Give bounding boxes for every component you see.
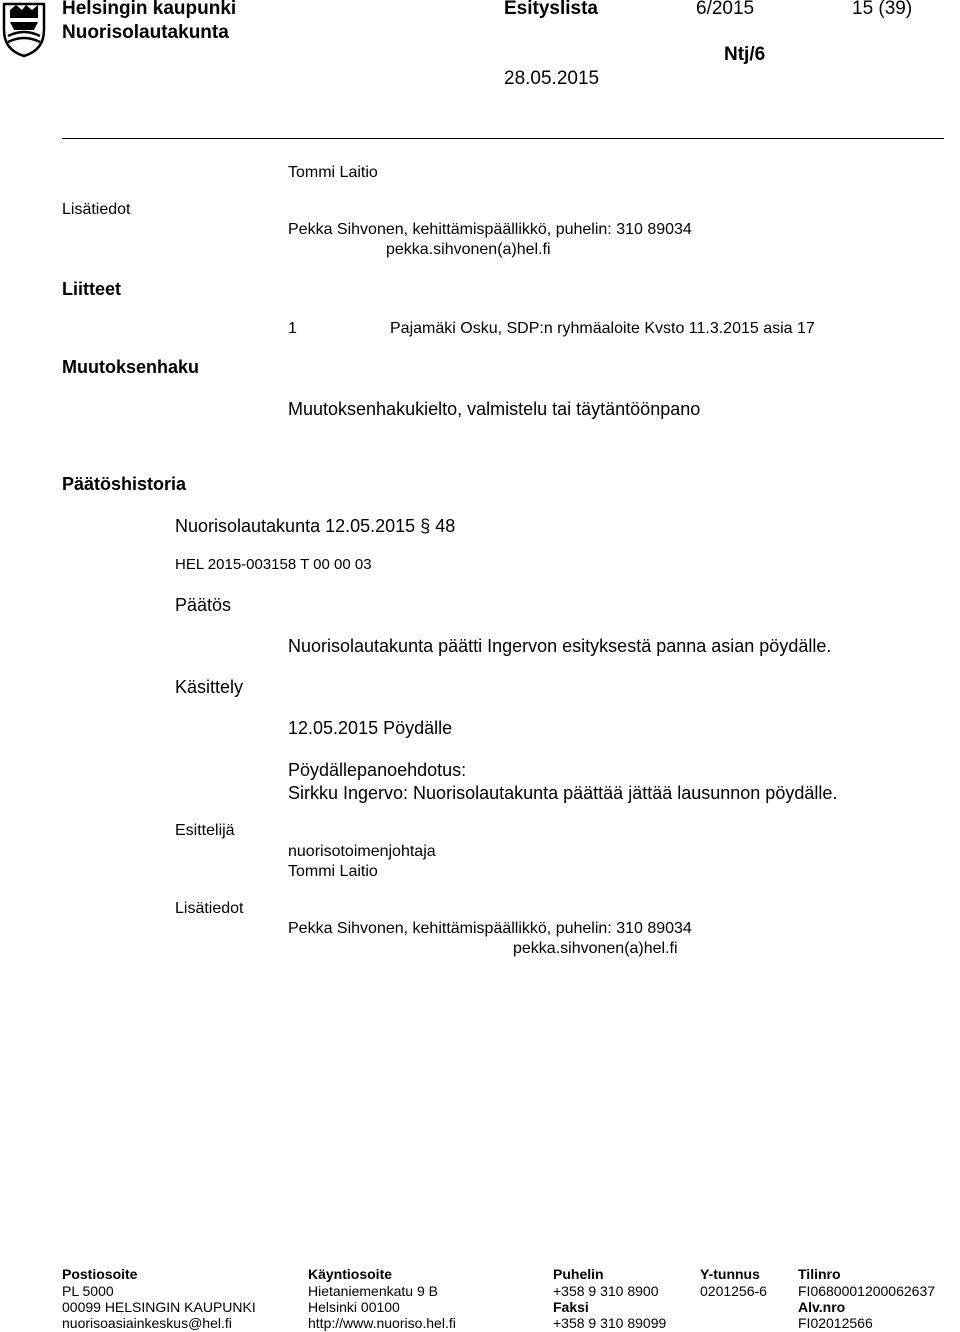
footer-vat: FI02012566 [798,1315,873,1331]
proposal-heading: Pöydällepanoehdotus: [288,760,467,780]
footer-vat-heading: Alv.nro [798,1299,846,1315]
footer-phone: +358 9 310 8900 [553,1283,659,1299]
appeal-text: Muutoksenhakukielto, valmistelu tai täytäntöönpano [288,399,701,419]
info-label: Lisätiedot [62,201,131,218]
footer-phone-heading: Puhelin [553,1266,604,1282]
history-label: Päätöshistoria [62,474,187,494]
footer-business-id: 0201256-6 [700,1283,767,1299]
history-meeting-text: Nuorisolautakunta 12.05.2015 [175,516,416,536]
decision-label: Päätös [175,595,232,615]
footer-postal-line-2: 00099 HELSINGIN KAUPUNKI [62,1299,256,1315]
footer-website[interactable]: http://www.nuoriso.hel.fi [308,1315,456,1331]
footer-visit-line-1: Hietaniemenkatu 9 B [308,1283,438,1299]
info-line-2: pekka.sihvonen(a)hel.fi [386,241,551,258]
doc-type: Esityslista [504,0,598,19]
attachment-link[interactable]: Pajamäki Osku, SDP:n ryhmäaloite Kvsto 11.3.2015 asia 17 [390,320,815,337]
meeting-date: 28.05.2015 [504,68,600,89]
history-presenter-name: Tommi Laitio [288,863,378,880]
footer-postal-line-1: PL 5000 [62,1283,114,1299]
footer-business-id-heading: Y-tunnus [700,1266,760,1282]
history-meeting [175,516,455,537]
handling-label: Käsittely [175,677,244,697]
info-line-1: Pekka Sihvonen, kehittämispäällikkö, puhelin: 310 89034 [288,221,692,238]
footer-visit-heading: Käyntiosoite [308,1266,393,1282]
org-name: Helsingin kaupunki [62,0,237,19]
section-number: 48 [435,516,456,536]
item-code: Ntj/6 [724,44,766,65]
decision-text: Nuorisolautakunta päätti Ingervon esityksestä panna asian pöydälle. [288,636,832,656]
section-sign: § [420,516,431,536]
body-name: Nuorisolautakunta [62,22,229,43]
page-number: 15 (39) [852,0,913,19]
presenter-title: nuorisotoimenjohtaja [288,843,436,860]
presenter-label: Esittelijä [175,822,235,839]
doc-number: 6/2015 [696,0,755,19]
history-info-line-2: pekka.sihvonen(a)hel.fi [513,940,678,957]
history-info-label: Lisätiedot [175,900,244,917]
proposal-text: Sirkku Ingervo: Nuorisolautakunta päättää jättää lausunnon pöydälle. [288,783,838,803]
footer-fax-heading: Faksi [553,1299,589,1315]
history-info-line-1: Pekka Sihvonen, kehittämispäällikkö, puhelin: 310 89034 [288,920,692,937]
footer-postal-heading: Postiosoite [62,1266,138,1282]
presenter-name: Tommi Laitio [288,164,378,181]
attachments-label: Liitteet [62,279,122,299]
footer-account-heading: Tilinro [798,1266,841,1282]
attachment-number: 1 [288,320,297,337]
helsinki-crest-logo [0,0,48,58]
footer-visit-line-2: Helsinki 00100 [308,1299,400,1315]
footer-fax: +358 9 310 89099 [553,1315,667,1331]
footer-account: FI0680001200062637 [798,1283,936,1299]
case-id: HEL 2015-003158 T 00 00 03 [175,556,372,573]
handling-date: 12.05.2015 Pöydälle [288,718,453,738]
appeal-label: Muutoksenhaku [62,357,200,377]
header-divider [62,138,944,139]
footer-email[interactable]: nuorisoasiainkeskus@hel.fi [62,1315,232,1331]
